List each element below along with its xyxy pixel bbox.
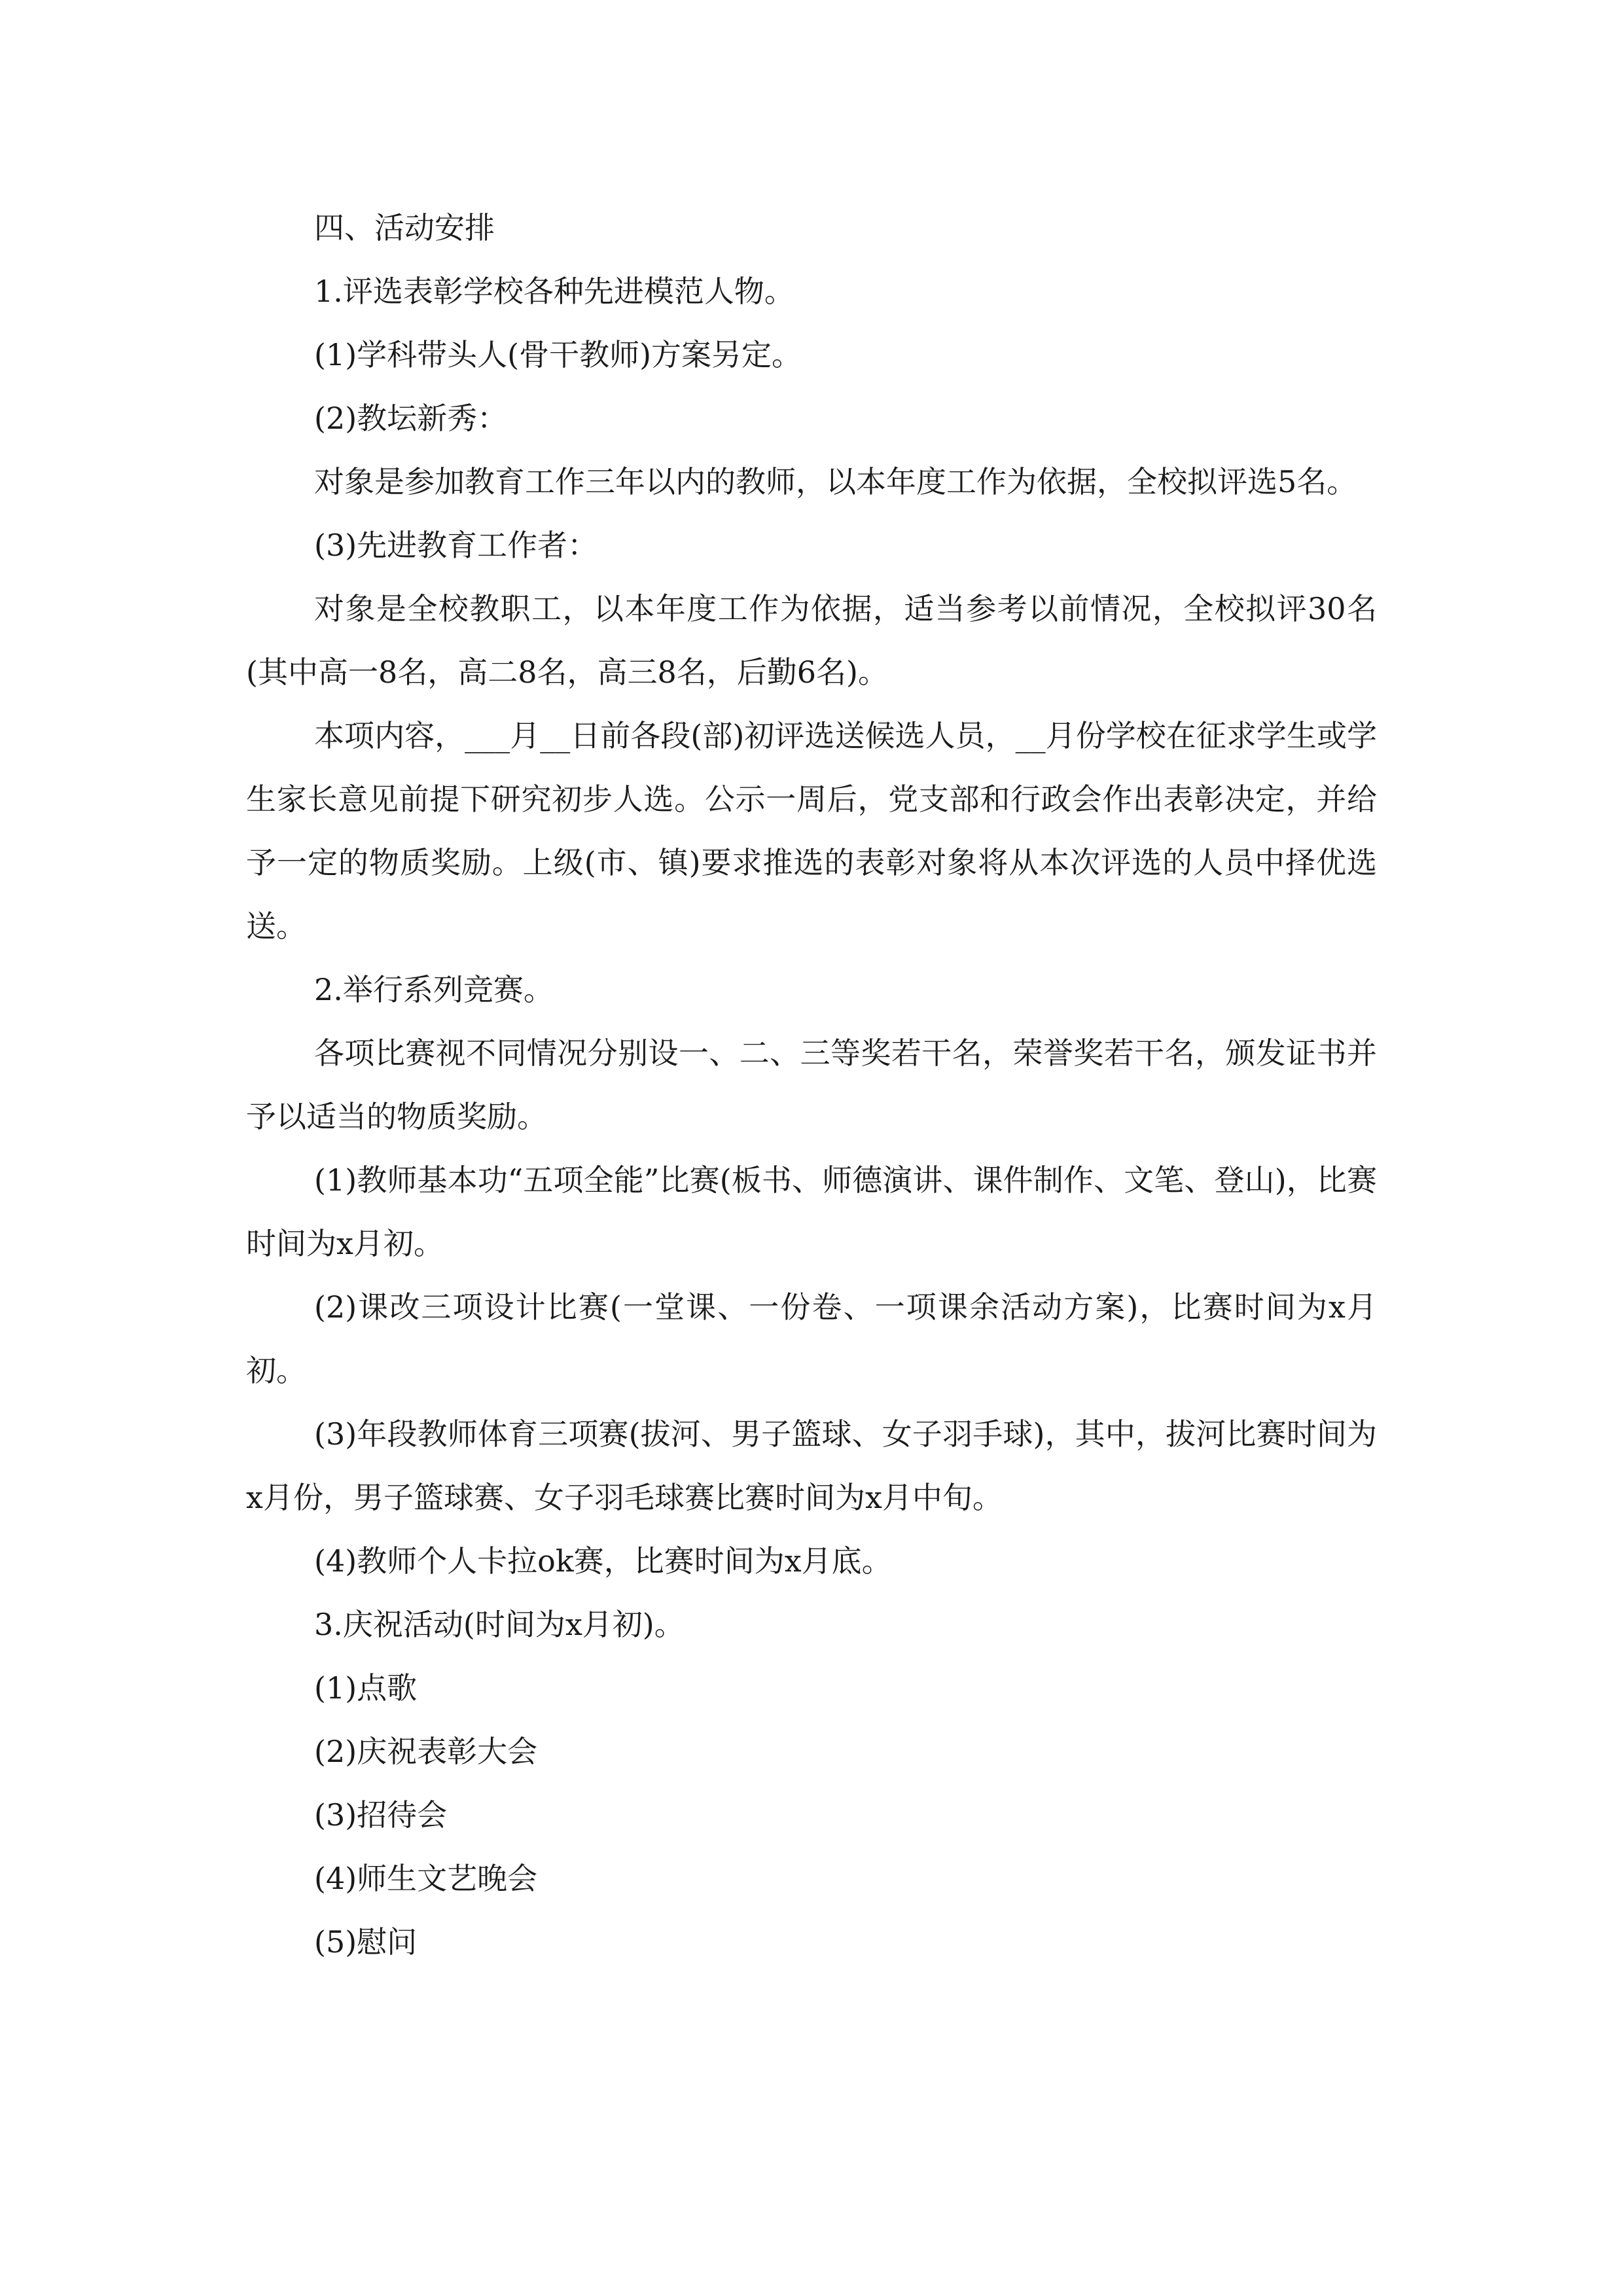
- body-paragraph: 各项比赛视不同情况分别设一、二、三等奖若干名，荣誉奖若干名，颁发证书并予以适当的物质奖励。: [246, 1035, 1377, 1134]
- sub-item: (1)学科带头人(骨干教师)方案另定。: [314, 337, 802, 372]
- sub-item: (3)先进教育工作者：: [314, 528, 598, 563]
- item-heading: 2.举行系列竞赛。: [314, 972, 554, 1007]
- item-heading: 3.庆祝活动(时间为x月初)。: [314, 1607, 685, 1642]
- sub-item: (3)招待会: [314, 1797, 448, 1833]
- sub-item: (4)教师个人卡拉ok赛，比赛时间为x月底。: [314, 1543, 892, 1579]
- sub-item: (2)课改三项设计比赛(一堂课、一份卷、一项课余活动方案)，比赛时间为x月初。: [246, 1289, 1377, 1388]
- sub-item: (1)点歌: [314, 1670, 418, 1706]
- document-page: [246, 196, 1377, 1974]
- sub-item: (2)教坛新秀：: [314, 401, 508, 436]
- section-heading: 四、活动安排: [314, 210, 495, 245]
- sub-item: (4)师生文艺晚会: [314, 1861, 538, 1896]
- body-paragraph: 本项内容，___月__日前各段(部)初评选送候选人员，__月份学校在征求学生或学生家长意见前提下研究初步人选。公示一周后，党支部和行政会作出表彰决定，并给予一定的物质奖励。上级(市、镇)要求推选的表彰对象将从本次评选的人员中择优选送。: [246, 718, 1377, 944]
- sub-item: (3)年段教师体育三项赛(拔河、男子篮球、女子羽手球)，其中，拔河比赛时间为x月份，男子篮球赛、女子羽毛球赛比赛时间为x月中旬。: [246, 1416, 1377, 1515]
- item-heading: 1.评选表彰学校各种先进模范人物。: [314, 274, 794, 309]
- sub-item: (2)庆祝表彰大会: [314, 1734, 538, 1769]
- sub-item: (1)教师基本功“五项全能”比赛(板书、师德演讲、课件制作、文笔、登山)，比赛时间为x月初。: [246, 1162, 1377, 1261]
- body-paragraph: 对象是全校教职工，以本年度工作为依据，适当参考以前情况，全校拟评30名(其中高一8名，高二8名，高三8名，后勤6名)。: [246, 591, 1377, 690]
- sub-item: (5)慰问: [314, 1924, 418, 1960]
- body-paragraph: 对象是参加教育工作三年以内的教师，以本年度工作为依据，全校拟评选5名。: [314, 464, 1357, 499]
